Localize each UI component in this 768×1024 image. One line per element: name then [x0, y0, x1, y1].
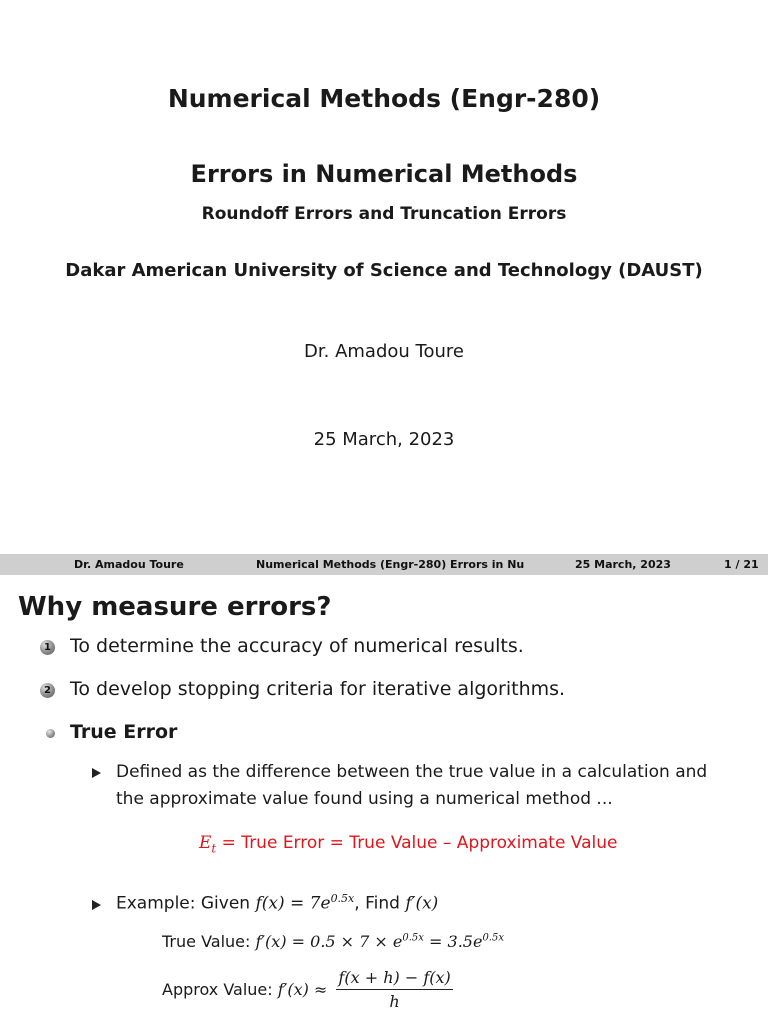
footer-date: 25 March, 2023 — [575, 558, 671, 571]
true-error-formula — [199, 833, 618, 855]
footer-author: Dr. Amadou Toure — [74, 558, 184, 571]
definition-line-2: the approximate value found using a numerical method ... — [116, 789, 613, 809]
true-error-definition — [116, 759, 756, 813]
footer-page-number: 1 / 21 — [724, 558, 759, 571]
lecture-title: Errors in Numerical Methods — [190, 160, 578, 188]
approx-value-lhs: f′(x) ≈ — [277, 980, 328, 999]
difference-quotient — [336, 968, 452, 1011]
course-title: Numerical Methods (Engr-280) — [167, 84, 601, 113]
fraction-numerator: f(x + h) − f(x) — [336, 968, 452, 990]
circle-bullet-icon — [46, 729, 55, 738]
example-exponent: 0.5x — [330, 892, 355, 905]
section-heading-true-error: True Error — [70, 721, 178, 743]
slide-footer — [0, 554, 768, 575]
fraction-denominator: h — [389, 992, 400, 1011]
enumerate-item-1: To determine the accuracy of numerical results. — [70, 635, 524, 657]
true-value-exponent-1: 0.5x — [402, 932, 424, 944]
formula-rhs: = True Error = True Value – Approximate Value — [221, 833, 618, 853]
true-value-label: True Value: — [162, 932, 251, 951]
enumerate-bullet-2: 2 — [40, 683, 55, 698]
approx-value-label: Approx Value: — [162, 980, 273, 999]
definition-line-1: Defined as the difference between the true value in a calculation and — [116, 762, 708, 782]
example-function: f(x) = 7e — [255, 893, 331, 914]
true-value-expression: f′(x) = 0.5 × 7 × e — [255, 932, 403, 951]
find-expression: f′(x) — [405, 893, 439, 914]
error-symbol: E — [199, 833, 212, 853]
error-subscript: t — [211, 841, 217, 856]
find-label: , Find — [354, 893, 400, 914]
example-label: Example: Given — [116, 893, 251, 914]
true-value-exponent-2: 0.5x — [482, 932, 504, 944]
approx-value-line — [162, 968, 453, 1011]
triangle-bullet-icon — [92, 768, 101, 778]
example-line — [116, 892, 438, 914]
slide-title: Why measure errors? — [18, 592, 332, 622]
enumerate-bullet-1: 1 — [40, 640, 55, 655]
enumerate-item-2: To develop stopping criteria for iterative algorithms. — [70, 678, 566, 700]
true-value-line — [162, 932, 504, 951]
triangle-bullet-icon — [92, 900, 101, 910]
institution-name: Dakar American University of Science and Technology (DAUST) — [65, 260, 703, 281]
lecture-subtitle: Roundoff Errors and Truncation Errors — [201, 204, 567, 224]
author-name: Dr. Amadou Toure — [304, 341, 464, 362]
footer-course: Numerical Methods (Engr-280) Errors in Nu — [256, 558, 525, 571]
true-value-result: = 3.5e — [423, 932, 483, 951]
presentation-date: 25 March, 2023 — [313, 429, 455, 450]
